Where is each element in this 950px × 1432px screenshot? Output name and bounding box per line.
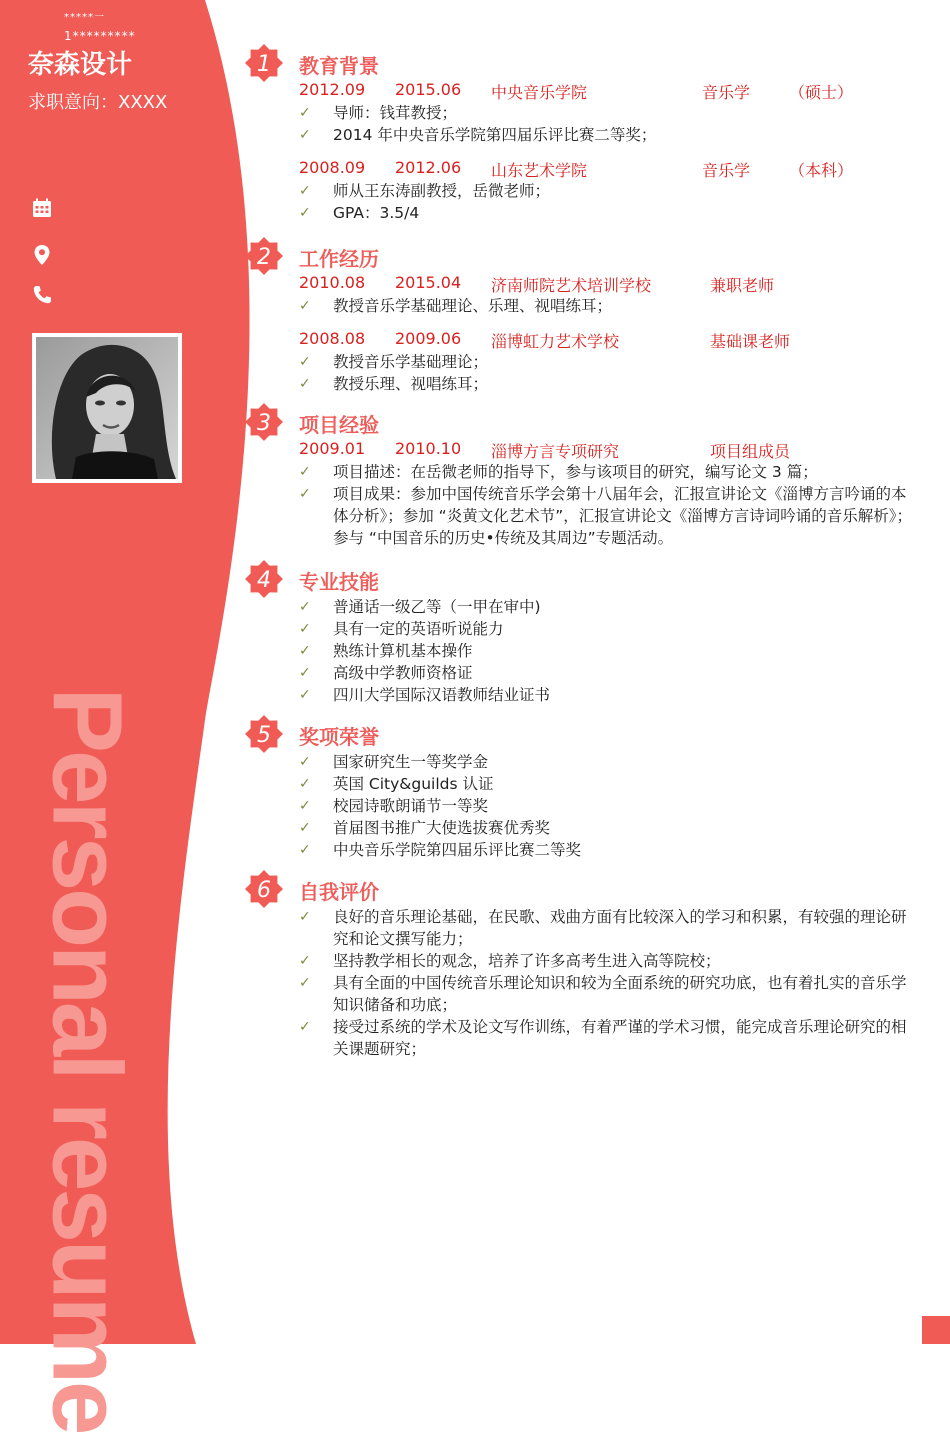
list-item-text: GPA：3.5/4 <box>333 204 420 222</box>
section-title: 项目经验 <box>299 413 379 437</box>
entry-field: 项目组成员 <box>710 442 791 461</box>
list-item <box>299 596 914 618</box>
list-item <box>299 202 914 224</box>
calendar-icon <box>30 196 54 220</box>
section-number: 3 <box>257 411 271 436</box>
checkmark-icon: ✓ <box>299 127 311 143</box>
entry-field: 基础课老师 <box>710 332 791 351</box>
list-item-text: 教授音乐学基础理论； <box>333 353 489 371</box>
checkmark-icon: ✓ <box>299 820 311 836</box>
section-number-badge <box>244 559 284 599</box>
applicant-name: 奈森设计 <box>28 50 133 80</box>
entry-field: 山东艺术学院 <box>491 161 588 180</box>
section-number-badge <box>244 43 284 83</box>
masked-text-line: 1********* <box>64 29 136 43</box>
job-intent: 求职意向：XXXX <box>28 92 168 113</box>
list-item <box>299 461 914 483</box>
list-item <box>299 795 914 817</box>
entry-field: 音乐学 <box>702 83 751 102</box>
list-item <box>299 839 914 861</box>
section-title: 教育背景 <box>299 54 379 78</box>
entry-field: 淄博方言专项研究 <box>491 442 620 461</box>
list-item-text: 教授音乐学基础理论、乐理、视唱练耳； <box>333 297 613 315</box>
checkmark-icon: ✓ <box>299 354 311 370</box>
entry-field: 2010.08 <box>299 273 366 292</box>
masked-text-line: *****一 <box>64 12 105 23</box>
entry-field: 音乐学 <box>702 161 751 180</box>
list-item <box>299 972 914 1016</box>
list-item <box>299 662 914 684</box>
list-item <box>299 124 914 146</box>
checkmark-icon: ✓ <box>299 643 311 659</box>
section-number: 6 <box>257 878 271 903</box>
list-item-text: 中央音乐学院第四届乐评比赛二等奖 <box>333 841 582 859</box>
checkmark-icon: ✓ <box>299 953 311 969</box>
checkmark-icon: ✓ <box>299 621 311 637</box>
list-item-text: 师从王东涛副教授，岳微老师； <box>333 182 551 200</box>
checkmark-icon: ✓ <box>299 842 311 858</box>
entry-field: 2008.08 <box>299 329 366 348</box>
entry-field: 2012.06 <box>395 158 462 177</box>
list-item-text: 接受过系统的学术及论文写作训练，有着严谨的学术习惯，能完成音乐理论研究的相关课题研究； <box>333 1018 907 1058</box>
checkmark-icon: ✓ <box>299 687 311 703</box>
entry-field: 2010.10 <box>395 439 462 458</box>
section-title: 工作经历 <box>299 247 379 271</box>
list-item <box>299 950 914 972</box>
checkmark-icon: ✓ <box>299 798 311 814</box>
list-item-text: 普通话一级乙等（一甲在审中) <box>333 598 541 616</box>
list-item-text: 高级中学教师资格证 <box>333 664 473 682</box>
checkmark-icon: ✓ <box>299 909 311 925</box>
list-item <box>299 1016 914 1060</box>
list-item-text: 导师：钱茸教授； <box>333 104 458 122</box>
section-number-badge <box>244 714 284 754</box>
entry-field: （本科） <box>789 161 854 180</box>
entry-field: （硕士） <box>789 83 854 102</box>
list-item <box>299 351 914 373</box>
list-item-text: 熟练计算机基本操作 <box>333 642 473 660</box>
checkmark-icon: ✓ <box>299 486 311 502</box>
entry-field: 2009.06 <box>395 329 462 348</box>
section-number-badge <box>244 402 284 442</box>
checkmark-icon: ✓ <box>299 376 311 392</box>
section-title: 专业技能 <box>299 570 379 594</box>
list-item <box>299 640 914 662</box>
list-item <box>299 751 914 773</box>
list-item <box>299 180 914 202</box>
list-item-text: 具有一定的英语听说能力 <box>333 620 504 638</box>
personal-resume-watermark: Personal resume <box>32 687 143 1432</box>
checkmark-icon: ✓ <box>299 205 311 221</box>
entry-field: 2015.04 <box>395 273 462 292</box>
section-number-badge <box>244 869 284 909</box>
corner-decoration <box>922 1316 950 1344</box>
entry-field: 2012.09 <box>299 80 366 99</box>
list-item-text: 坚持教学相长的观念，培养了许多高考生进入高等院校； <box>333 952 721 970</box>
list-item <box>299 906 914 950</box>
checkmark-icon: ✓ <box>299 1019 311 1035</box>
list-item-text: 教授乐理、视唱练耳； <box>333 375 489 393</box>
checkmark-icon: ✓ <box>299 599 311 615</box>
section-number-badge <box>244 236 284 276</box>
checkmark-icon: ✓ <box>299 183 311 199</box>
entry-field: 2015.06 <box>395 80 462 99</box>
list-item-text: 良好的音乐理论基础，在民歌、戏曲方面有比较深入的学习和积累，有较强的理论研究和论文撰写能力； <box>333 908 907 948</box>
entry-field: 兼职老师 <box>710 276 775 295</box>
list-item <box>299 102 914 124</box>
list-item-text: 英国 City&guilds 认证 <box>333 775 494 793</box>
phone-icon <box>30 283 54 307</box>
list-item <box>299 817 914 839</box>
section-title: 自我评价 <box>299 880 379 904</box>
list-item <box>299 618 914 640</box>
list-item <box>299 483 914 549</box>
checkmark-icon: ✓ <box>299 754 311 770</box>
checkmark-icon: ✓ <box>299 464 311 480</box>
list-item-text: 四川大学国际汉语教师结业证书 <box>333 686 551 704</box>
entry-field: 济南师院艺术培训学校 <box>491 276 652 295</box>
list-item-text: 校园诗歌朗诵节一等奖 <box>333 797 489 815</box>
list-item-text: 国家研究生一等奖学金 <box>333 753 489 771</box>
checkmark-icon: ✓ <box>299 298 311 314</box>
checkmark-icon: ✓ <box>299 776 311 792</box>
entry-field: 中央音乐学院 <box>491 83 588 102</box>
section-title: 奖项荣誉 <box>299 725 379 749</box>
section-number: 4 <box>257 568 271 593</box>
checkmark-icon: ✓ <box>299 665 311 681</box>
section-number: 1 <box>257 52 271 77</box>
checkmark-icon: ✓ <box>299 975 311 991</box>
list-item-text: 项目描述：在岳微老师的指导下，参与该项目的研究，编写论文 3 篇； <box>333 463 818 481</box>
list-item <box>299 373 914 395</box>
list-item-text: 具有全面的中国传统音乐理论知识和较为全面系统的研究功底，也有着扎实的音乐学知识储备和功底； <box>333 974 907 1014</box>
list-item-text: 首届图书推广大使选拔赛优秀奖 <box>333 819 551 837</box>
list-item-text: 2014 年中央音乐学院第四届乐评比赛二等奖； <box>333 126 657 144</box>
entry-field: 2009.01 <box>299 439 366 458</box>
entry-field: 淄博虹力艺术学校 <box>491 332 620 351</box>
section-number: 5 <box>257 723 271 748</box>
portrait-image <box>36 337 178 479</box>
profile-photo <box>32 333 182 483</box>
entry-field: 2008.09 <box>299 158 366 177</box>
list-item <box>299 773 914 795</box>
location-pin-icon <box>30 243 54 267</box>
list-item <box>299 684 914 706</box>
list-item <box>299 295 914 317</box>
section-number: 2 <box>257 245 271 270</box>
list-item-text: 项目成果：参加中国传统音乐学会第十八届年会，汇报宣讲论文《淄博方言吟诵的本体分析》；参加 “炎黄文化艺术节”，汇报宣讲论文《淄博方言诗词吟诵的音乐解析》；参与 “中国音乐的历史•传统及其周边”专题活动。 <box>333 485 912 547</box>
checkmark-icon: ✓ <box>299 105 311 121</box>
